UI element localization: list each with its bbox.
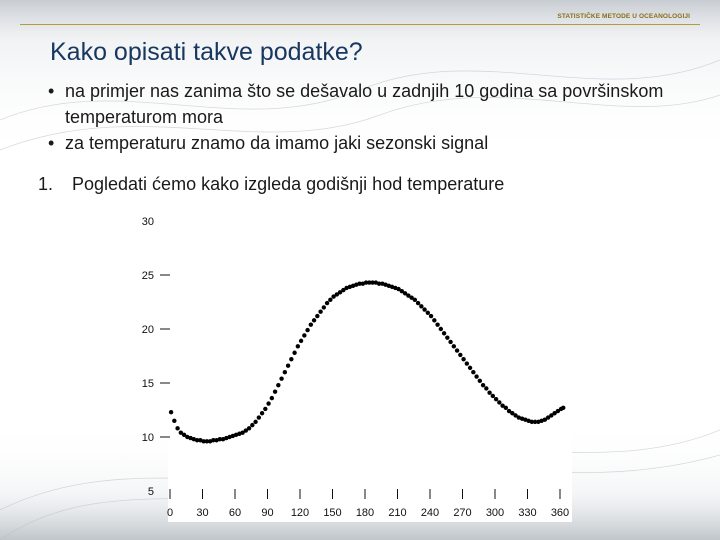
item-number: 1. bbox=[38, 174, 54, 194]
bullet-dot-icon: • bbox=[48, 133, 55, 153]
data-point bbox=[276, 383, 280, 387]
data-point bbox=[266, 401, 270, 405]
data-point bbox=[416, 301, 420, 305]
y-tick-label: 15 bbox=[141, 378, 154, 390]
x-tick-label: 300 bbox=[485, 507, 505, 519]
plot-area bbox=[168, 212, 572, 522]
data-point bbox=[491, 394, 495, 398]
data-point bbox=[478, 379, 482, 383]
data-point bbox=[325, 301, 329, 305]
data-point bbox=[452, 344, 456, 348]
y-tick-label: 20 bbox=[141, 324, 154, 336]
data-point bbox=[273, 389, 277, 393]
data-point bbox=[484, 386, 488, 390]
data-point bbox=[494, 397, 498, 401]
data-point bbox=[302, 333, 306, 337]
header-divider bbox=[20, 24, 700, 25]
y-tick-label: 30 bbox=[141, 216, 154, 228]
data-point bbox=[419, 304, 423, 308]
data-point bbox=[312, 318, 316, 322]
x-tick-label: 210 bbox=[388, 507, 407, 519]
data-point bbox=[318, 310, 322, 314]
bullet-text: na primjer nas zanima što se dešavalo u zadnjih 10 godina sa površinskom temperaturom mora bbox=[65, 81, 664, 127]
numbered-item-1 bbox=[38, 174, 504, 195]
data-point bbox=[172, 419, 176, 423]
data-point bbox=[442, 331, 446, 335]
header-label: STATISTIČKE METODE U OCEANOLOGIJI bbox=[557, 13, 690, 20]
x-tick-label: 240 bbox=[420, 507, 440, 519]
data-point bbox=[426, 311, 430, 315]
data-point bbox=[504, 406, 508, 410]
slide-title: Kako opisati takve podatke? bbox=[50, 38, 363, 66]
data-point bbox=[263, 407, 267, 411]
y-tick-label: 25 bbox=[141, 270, 154, 282]
data-point bbox=[429, 314, 433, 318]
chart-svg bbox=[140, 212, 572, 522]
data-point bbox=[270, 396, 274, 400]
data-point bbox=[468, 366, 472, 370]
x-tick-label: 60 bbox=[228, 507, 242, 519]
y-tick-label: 10 bbox=[141, 432, 154, 444]
data-point bbox=[497, 400, 501, 404]
data-point bbox=[169, 410, 173, 414]
x-tick-label: 360 bbox=[550, 507, 570, 519]
data-point bbox=[305, 328, 309, 332]
x-tick-label: 120 bbox=[290, 507, 310, 519]
item-text: Pogledati ćemo kako izgleda godišnji hod temperature bbox=[72, 174, 505, 194]
bullet-list bbox=[48, 78, 688, 156]
data-point bbox=[455, 348, 459, 352]
bullet-text: za temperaturu znamo da imamo jaki sezonski signal bbox=[65, 133, 489, 153]
data-point bbox=[309, 322, 313, 326]
y-axis bbox=[142, 216, 170, 498]
data-point bbox=[448, 340, 452, 344]
data-point bbox=[322, 305, 326, 309]
data-point bbox=[471, 370, 475, 374]
data-point bbox=[296, 344, 300, 348]
data-point bbox=[561, 406, 565, 410]
data-point bbox=[432, 318, 436, 322]
y-tick-label: 5 bbox=[147, 486, 154, 498]
bullet-item-1 bbox=[48, 78, 688, 130]
data-point bbox=[257, 415, 261, 419]
data-point bbox=[465, 361, 469, 365]
x-tick-label: 30 bbox=[196, 507, 209, 519]
temperature-scatter-chart bbox=[140, 212, 572, 522]
data-point bbox=[422, 307, 426, 311]
data-point bbox=[461, 357, 465, 361]
data-point bbox=[445, 335, 449, 339]
data-point bbox=[175, 426, 179, 430]
data-point bbox=[260, 411, 264, 415]
data-point bbox=[413, 298, 417, 302]
data-point bbox=[474, 374, 478, 378]
bullet-item-2 bbox=[48, 130, 688, 156]
x-tick-label: 0 bbox=[166, 507, 174, 519]
data-point bbox=[279, 376, 283, 380]
x-tick-label: 270 bbox=[453, 507, 472, 519]
data-point bbox=[250, 423, 254, 427]
data-point bbox=[283, 370, 287, 374]
x-tick-label: 180 bbox=[355, 507, 375, 519]
data-point bbox=[328, 298, 332, 302]
data-point bbox=[439, 327, 443, 331]
x-tick-label: 330 bbox=[518, 507, 537, 519]
bullet-dot-icon: • bbox=[48, 81, 55, 101]
data-point bbox=[286, 364, 290, 368]
data-point bbox=[435, 322, 439, 326]
data-point bbox=[247, 426, 251, 430]
data-point bbox=[487, 391, 491, 395]
data-point bbox=[253, 420, 257, 424]
data-point bbox=[292, 351, 296, 355]
x-tick-label: 90 bbox=[261, 507, 274, 519]
data-point bbox=[458, 353, 462, 357]
data-point bbox=[289, 357, 293, 361]
x-tick-label: 150 bbox=[323, 507, 342, 519]
data-point bbox=[315, 314, 319, 318]
data-point bbox=[299, 339, 303, 343]
data-point bbox=[481, 383, 485, 387]
